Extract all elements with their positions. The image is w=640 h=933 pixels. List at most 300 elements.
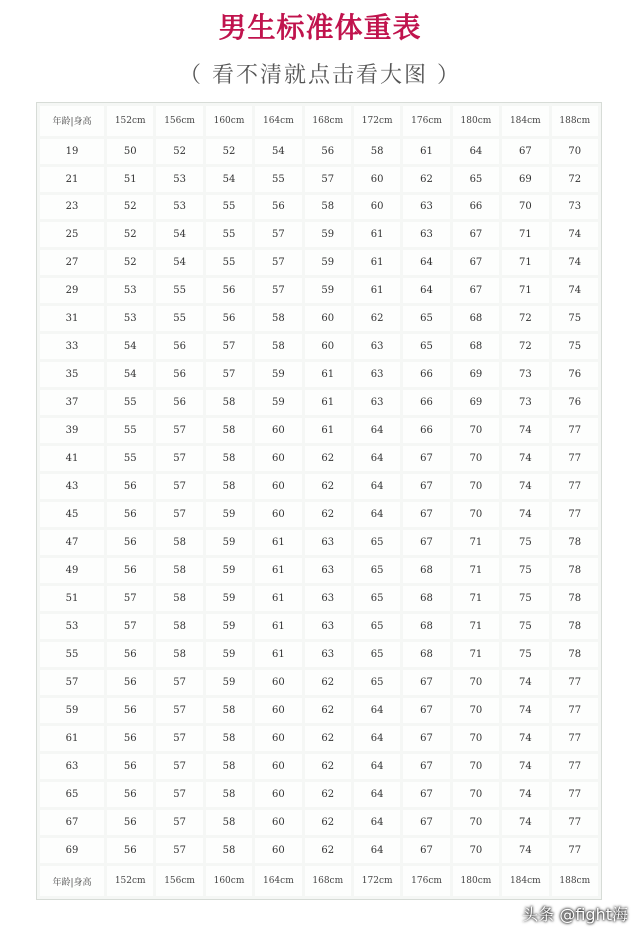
weight-cell: 64 bbox=[354, 726, 400, 751]
weight-table bbox=[37, 103, 601, 899]
weight-cell: 70 bbox=[453, 838, 499, 863]
weight-cell: 62 bbox=[403, 167, 449, 192]
weight-cell: 58 bbox=[206, 810, 252, 835]
weight-cell: 64 bbox=[354, 754, 400, 779]
weight-cell: 74 bbox=[502, 810, 548, 835]
weight-cell: 61 bbox=[305, 390, 351, 415]
weight-cell: 60 bbox=[354, 167, 400, 192]
weight-cell: 70 bbox=[453, 782, 499, 807]
weight-cell: 63 bbox=[354, 390, 400, 415]
weight-cell: 70 bbox=[453, 446, 499, 471]
weight-cell: 61 bbox=[354, 222, 400, 247]
table-row bbox=[40, 167, 598, 192]
weight-cell: 71 bbox=[502, 250, 548, 275]
weight-cell: 70 bbox=[453, 754, 499, 779]
weight-cell: 60 bbox=[255, 698, 301, 723]
weight-cell: 56 bbox=[107, 502, 153, 527]
age-cell: 59 bbox=[40, 698, 104, 723]
weight-cell: 60 bbox=[255, 838, 301, 863]
table-row bbox=[40, 139, 598, 164]
weight-cell: 71 bbox=[502, 278, 548, 303]
age-cell: 51 bbox=[40, 586, 104, 611]
weight-cell: 58 bbox=[156, 558, 202, 583]
weight-cell: 67 bbox=[403, 726, 449, 751]
weight-cell: 56 bbox=[206, 306, 252, 331]
table-row bbox=[40, 782, 598, 807]
weight-cell: 51 bbox=[107, 167, 153, 192]
weight-cell: 65 bbox=[403, 334, 449, 359]
weight-cell: 64 bbox=[354, 782, 400, 807]
weight-cell: 61 bbox=[305, 418, 351, 443]
weight-cell: 70 bbox=[453, 670, 499, 695]
weight-cell: 61 bbox=[354, 278, 400, 303]
weight-cell: 74 bbox=[552, 222, 598, 247]
weight-cell: 63 bbox=[305, 642, 351, 667]
table-row bbox=[40, 530, 598, 555]
weight-cell: 60 bbox=[305, 334, 351, 359]
weight-cell: 56 bbox=[107, 642, 153, 667]
weight-cell: 70 bbox=[552, 139, 598, 164]
age-cell: 49 bbox=[40, 558, 104, 583]
weight-cell: 56 bbox=[206, 278, 252, 303]
table-row bbox=[40, 418, 598, 443]
weight-cell: 75 bbox=[552, 334, 598, 359]
weight-cell: 57 bbox=[156, 754, 202, 779]
height-header: 188cm bbox=[552, 866, 598, 896]
weight-cell: 60 bbox=[255, 754, 301, 779]
weight-cell: 57 bbox=[107, 586, 153, 611]
weight-cell: 77 bbox=[552, 726, 598, 751]
weight-table-container bbox=[36, 102, 602, 900]
weight-cell: 56 bbox=[305, 139, 351, 164]
weight-cell: 65 bbox=[403, 306, 449, 331]
table-row bbox=[40, 810, 598, 835]
weight-cell: 77 bbox=[552, 754, 598, 779]
height-header: 160cm bbox=[206, 866, 252, 896]
weight-cell: 73 bbox=[502, 390, 548, 415]
table-footer-row bbox=[40, 866, 598, 896]
weight-cell: 55 bbox=[156, 306, 202, 331]
weight-cell: 53 bbox=[156, 195, 202, 220]
weight-cell: 62 bbox=[354, 306, 400, 331]
weight-cell: 61 bbox=[255, 558, 301, 583]
weight-cell: 67 bbox=[403, 754, 449, 779]
age-cell: 21 bbox=[40, 167, 104, 192]
weight-cell: 64 bbox=[403, 278, 449, 303]
table-row bbox=[40, 474, 598, 499]
weight-cell: 75 bbox=[502, 586, 548, 611]
weight-cell: 60 bbox=[255, 670, 301, 695]
weight-cell: 55 bbox=[206, 195, 252, 220]
weight-cell: 72 bbox=[552, 167, 598, 192]
height-header: 172cm bbox=[354, 106, 400, 136]
page-title: 男生标准体重表 bbox=[218, 11, 422, 44]
height-header: 176cm bbox=[403, 106, 449, 136]
table-row bbox=[40, 726, 598, 751]
table-row bbox=[40, 586, 598, 611]
weight-cell: 68 bbox=[453, 334, 499, 359]
corner-label: 年龄|身高 bbox=[40, 106, 104, 136]
weight-cell: 60 bbox=[255, 782, 301, 807]
table-row bbox=[40, 195, 598, 220]
weight-cell: 60 bbox=[354, 195, 400, 220]
weight-cell: 67 bbox=[403, 502, 449, 527]
weight-cell: 77 bbox=[552, 418, 598, 443]
weight-cell: 68 bbox=[453, 306, 499, 331]
weight-cell: 68 bbox=[403, 558, 449, 583]
weight-cell: 56 bbox=[156, 390, 202, 415]
weight-cell: 57 bbox=[206, 334, 252, 359]
weight-cell: 62 bbox=[305, 446, 351, 471]
table-row bbox=[40, 306, 598, 331]
weight-cell: 77 bbox=[552, 838, 598, 863]
table-row bbox=[40, 558, 598, 583]
weight-cell: 58 bbox=[156, 642, 202, 667]
weight-cell: 70 bbox=[453, 502, 499, 527]
weight-cell: 63 bbox=[403, 195, 449, 220]
weight-cell: 59 bbox=[206, 530, 252, 555]
table-row bbox=[40, 698, 598, 723]
weight-cell: 74 bbox=[502, 418, 548, 443]
weight-cell: 67 bbox=[403, 446, 449, 471]
weight-cell: 56 bbox=[107, 530, 153, 555]
weight-cell: 54 bbox=[206, 167, 252, 192]
weight-cell: 67 bbox=[403, 670, 449, 695]
weight-cell: 56 bbox=[255, 195, 301, 220]
weight-cell: 58 bbox=[206, 418, 252, 443]
weight-cell: 53 bbox=[156, 167, 202, 192]
height-header: 188cm bbox=[552, 106, 598, 136]
weight-cell: 58 bbox=[206, 782, 252, 807]
weight-cell: 63 bbox=[305, 558, 351, 583]
weight-cell: 65 bbox=[354, 670, 400, 695]
weight-cell: 57 bbox=[156, 418, 202, 443]
weight-cell: 60 bbox=[255, 418, 301, 443]
weight-cell: 54 bbox=[107, 334, 153, 359]
weight-cell: 58 bbox=[206, 838, 252, 863]
weight-cell: 54 bbox=[107, 362, 153, 387]
age-cell: 65 bbox=[40, 782, 104, 807]
weight-cell: 59 bbox=[206, 670, 252, 695]
weight-cell: 65 bbox=[354, 614, 400, 639]
weight-cell: 67 bbox=[403, 838, 449, 863]
weight-cell: 56 bbox=[156, 334, 202, 359]
age-cell: 31 bbox=[40, 306, 104, 331]
weight-cell: 58 bbox=[206, 390, 252, 415]
weight-cell: 55 bbox=[206, 222, 252, 247]
weight-cell: 57 bbox=[206, 362, 252, 387]
age-cell: 25 bbox=[40, 222, 104, 247]
weight-cell: 58 bbox=[206, 726, 252, 751]
weight-cell: 58 bbox=[206, 698, 252, 723]
weight-cell: 58 bbox=[156, 614, 202, 639]
weight-cell: 58 bbox=[255, 334, 301, 359]
weight-cell: 56 bbox=[107, 726, 153, 751]
height-header: 176cm bbox=[403, 866, 449, 896]
age-cell: 41 bbox=[40, 446, 104, 471]
weight-cell: 57 bbox=[156, 474, 202, 499]
height-header: 156cm bbox=[156, 106, 202, 136]
weight-cell: 58 bbox=[354, 139, 400, 164]
weight-cell: 58 bbox=[156, 586, 202, 611]
weight-cell: 60 bbox=[255, 726, 301, 751]
weight-cell: 57 bbox=[255, 250, 301, 275]
weight-cell: 78 bbox=[552, 614, 598, 639]
age-cell: 43 bbox=[40, 474, 104, 499]
weight-cell: 59 bbox=[305, 222, 351, 247]
weight-cell: 65 bbox=[354, 558, 400, 583]
weight-cell: 77 bbox=[552, 474, 598, 499]
weight-cell: 62 bbox=[305, 726, 351, 751]
table-header-row bbox=[40, 106, 598, 136]
weight-cell: 75 bbox=[502, 614, 548, 639]
weight-cell: 62 bbox=[305, 810, 351, 835]
weight-cell: 57 bbox=[156, 502, 202, 527]
weight-cell: 67 bbox=[453, 250, 499, 275]
weight-cell: 74 bbox=[502, 446, 548, 471]
weight-cell: 65 bbox=[354, 530, 400, 555]
weight-cell: 57 bbox=[156, 670, 202, 695]
weight-cell: 52 bbox=[107, 250, 153, 275]
height-header: 180cm bbox=[453, 866, 499, 896]
height-header: 160cm bbox=[206, 106, 252, 136]
weight-cell: 77 bbox=[552, 810, 598, 835]
age-cell: 61 bbox=[40, 726, 104, 751]
table-row bbox=[40, 754, 598, 779]
weight-cell: 70 bbox=[453, 418, 499, 443]
weight-cell: 59 bbox=[305, 278, 351, 303]
weight-cell: 58 bbox=[206, 446, 252, 471]
height-header: 164cm bbox=[255, 866, 301, 896]
weight-cell: 55 bbox=[206, 250, 252, 275]
weight-cell: 55 bbox=[107, 418, 153, 443]
weight-cell: 62 bbox=[305, 782, 351, 807]
weight-cell: 63 bbox=[305, 586, 351, 611]
weight-cell: 71 bbox=[453, 614, 499, 639]
weight-cell: 65 bbox=[354, 586, 400, 611]
weight-cell: 50 bbox=[107, 139, 153, 164]
weight-cell: 52 bbox=[107, 195, 153, 220]
weight-cell: 56 bbox=[156, 362, 202, 387]
age-cell: 33 bbox=[40, 334, 104, 359]
weight-cell: 59 bbox=[206, 642, 252, 667]
weight-cell: 61 bbox=[255, 530, 301, 555]
weight-cell: 57 bbox=[156, 810, 202, 835]
weight-cell: 64 bbox=[354, 838, 400, 863]
weight-cell: 75 bbox=[502, 642, 548, 667]
weight-cell: 53 bbox=[107, 306, 153, 331]
weight-cell: 68 bbox=[403, 614, 449, 639]
weight-cell: 53 bbox=[107, 278, 153, 303]
weight-cell: 71 bbox=[453, 586, 499, 611]
weight-cell: 64 bbox=[354, 502, 400, 527]
table-row bbox=[40, 222, 598, 247]
weight-cell: 64 bbox=[453, 139, 499, 164]
weight-cell: 77 bbox=[552, 446, 598, 471]
weight-cell: 63 bbox=[403, 222, 449, 247]
table-row bbox=[40, 334, 598, 359]
weight-cell: 55 bbox=[107, 390, 153, 415]
age-cell: 69 bbox=[40, 838, 104, 863]
weight-cell: 74 bbox=[502, 670, 548, 695]
weight-cell: 62 bbox=[305, 670, 351, 695]
weight-cell: 56 bbox=[107, 754, 153, 779]
weight-cell: 67 bbox=[453, 222, 499, 247]
weight-cell: 57 bbox=[156, 782, 202, 807]
weight-cell: 57 bbox=[156, 698, 202, 723]
weight-cell: 67 bbox=[403, 474, 449, 499]
height-header: 184cm bbox=[502, 866, 548, 896]
weight-cell: 63 bbox=[305, 614, 351, 639]
weight-cell: 59 bbox=[206, 502, 252, 527]
height-header: 168cm bbox=[305, 866, 351, 896]
weight-cell: 67 bbox=[403, 810, 449, 835]
weight-cell: 62 bbox=[305, 838, 351, 863]
height-header: 172cm bbox=[354, 866, 400, 896]
weight-cell: 77 bbox=[552, 698, 598, 723]
weight-cell: 59 bbox=[206, 586, 252, 611]
weight-cell: 74 bbox=[502, 838, 548, 863]
age-cell: 23 bbox=[40, 195, 104, 220]
weight-cell: 54 bbox=[255, 139, 301, 164]
weight-cell: 62 bbox=[305, 474, 351, 499]
weight-cell: 64 bbox=[354, 810, 400, 835]
weight-cell: 70 bbox=[453, 698, 499, 723]
weight-cell: 75 bbox=[502, 530, 548, 555]
weight-cell: 57 bbox=[156, 446, 202, 471]
weight-cell: 63 bbox=[354, 362, 400, 387]
weight-cell: 69 bbox=[453, 390, 499, 415]
weight-cell: 74 bbox=[502, 754, 548, 779]
height-header: 164cm bbox=[255, 106, 301, 136]
table-row bbox=[40, 390, 598, 415]
weight-cell: 67 bbox=[502, 139, 548, 164]
age-cell: 19 bbox=[40, 139, 104, 164]
weight-cell: 74 bbox=[552, 278, 598, 303]
weight-cell: 52 bbox=[107, 222, 153, 247]
weight-cell: 57 bbox=[305, 167, 351, 192]
weight-cell: 52 bbox=[206, 139, 252, 164]
table-row bbox=[40, 446, 598, 471]
weight-cell: 68 bbox=[403, 586, 449, 611]
weight-cell: 59 bbox=[305, 250, 351, 275]
watermark: 头条 @fight海 bbox=[522, 905, 628, 924]
weight-cell: 78 bbox=[552, 586, 598, 611]
weight-cell: 74 bbox=[502, 782, 548, 807]
weight-cell: 71 bbox=[453, 530, 499, 555]
table-row bbox=[40, 250, 598, 275]
weight-cell: 70 bbox=[502, 195, 548, 220]
weight-cell: 55 bbox=[255, 167, 301, 192]
age-cell: 63 bbox=[40, 754, 104, 779]
weight-cell: 56 bbox=[107, 474, 153, 499]
weight-cell: 68 bbox=[403, 642, 449, 667]
page-subtitle: （ 看不清就点击看大图 ） bbox=[179, 63, 461, 88]
weight-cell: 75 bbox=[502, 558, 548, 583]
height-header: 156cm bbox=[156, 866, 202, 896]
weight-cell: 67 bbox=[403, 530, 449, 555]
weight-cell: 56 bbox=[107, 670, 153, 695]
weight-cell: 58 bbox=[206, 474, 252, 499]
weight-cell: 71 bbox=[502, 222, 548, 247]
weight-cell: 65 bbox=[453, 167, 499, 192]
weight-cell: 77 bbox=[552, 502, 598, 527]
weight-cell: 58 bbox=[305, 195, 351, 220]
age-cell: 37 bbox=[40, 390, 104, 415]
weight-cell: 62 bbox=[305, 754, 351, 779]
weight-cell: 54 bbox=[156, 250, 202, 275]
weight-cell: 58 bbox=[206, 754, 252, 779]
weight-cell: 73 bbox=[502, 362, 548, 387]
weight-cell: 58 bbox=[156, 530, 202, 555]
weight-cell: 57 bbox=[255, 222, 301, 247]
weight-cell: 56 bbox=[107, 810, 153, 835]
weight-cell: 61 bbox=[305, 362, 351, 387]
age-cell: 67 bbox=[40, 810, 104, 835]
weight-cell: 69 bbox=[453, 362, 499, 387]
weight-cell: 70 bbox=[453, 726, 499, 751]
weight-cell: 78 bbox=[552, 530, 598, 555]
weight-cell: 65 bbox=[354, 642, 400, 667]
weight-cell: 74 bbox=[502, 474, 548, 499]
age-cell: 47 bbox=[40, 530, 104, 555]
age-cell: 35 bbox=[40, 362, 104, 387]
table-row bbox=[40, 642, 598, 667]
weight-cell: 60 bbox=[305, 306, 351, 331]
height-header: 180cm bbox=[453, 106, 499, 136]
age-cell: 45 bbox=[40, 502, 104, 527]
age-cell: 27 bbox=[40, 250, 104, 275]
weight-cell: 61 bbox=[354, 250, 400, 275]
weight-cell: 74 bbox=[502, 698, 548, 723]
weight-cell: 71 bbox=[453, 642, 499, 667]
table-row bbox=[40, 614, 598, 639]
weight-cell: 59 bbox=[255, 390, 301, 415]
weight-cell: 60 bbox=[255, 502, 301, 527]
weight-cell: 58 bbox=[255, 306, 301, 331]
weight-cell: 73 bbox=[552, 195, 598, 220]
weight-cell: 55 bbox=[107, 446, 153, 471]
weight-cell: 63 bbox=[354, 334, 400, 359]
table-row bbox=[40, 502, 598, 527]
weight-cell: 67 bbox=[403, 698, 449, 723]
weight-cell: 78 bbox=[552, 558, 598, 583]
weight-cell: 56 bbox=[107, 782, 153, 807]
weight-cell: 56 bbox=[107, 698, 153, 723]
table-row bbox=[40, 670, 598, 695]
weight-cell: 67 bbox=[403, 782, 449, 807]
weight-cell: 69 bbox=[502, 167, 548, 192]
weight-cell: 61 bbox=[255, 614, 301, 639]
weight-cell: 62 bbox=[305, 502, 351, 527]
weight-cell: 66 bbox=[403, 418, 449, 443]
weight-cell: 64 bbox=[354, 698, 400, 723]
weight-cell: 60 bbox=[255, 474, 301, 499]
weight-cell: 57 bbox=[107, 614, 153, 639]
weight-cell: 54 bbox=[156, 222, 202, 247]
weight-cell: 61 bbox=[255, 642, 301, 667]
weight-cell: 59 bbox=[206, 558, 252, 583]
age-cell: 57 bbox=[40, 670, 104, 695]
weight-cell: 75 bbox=[552, 306, 598, 331]
weight-cell: 64 bbox=[354, 474, 400, 499]
weight-cell: 52 bbox=[156, 139, 202, 164]
weight-cell: 61 bbox=[255, 586, 301, 611]
weight-cell: 78 bbox=[552, 642, 598, 667]
weight-cell: 59 bbox=[255, 362, 301, 387]
weight-cell: 74 bbox=[502, 502, 548, 527]
weight-cell: 56 bbox=[107, 838, 153, 863]
